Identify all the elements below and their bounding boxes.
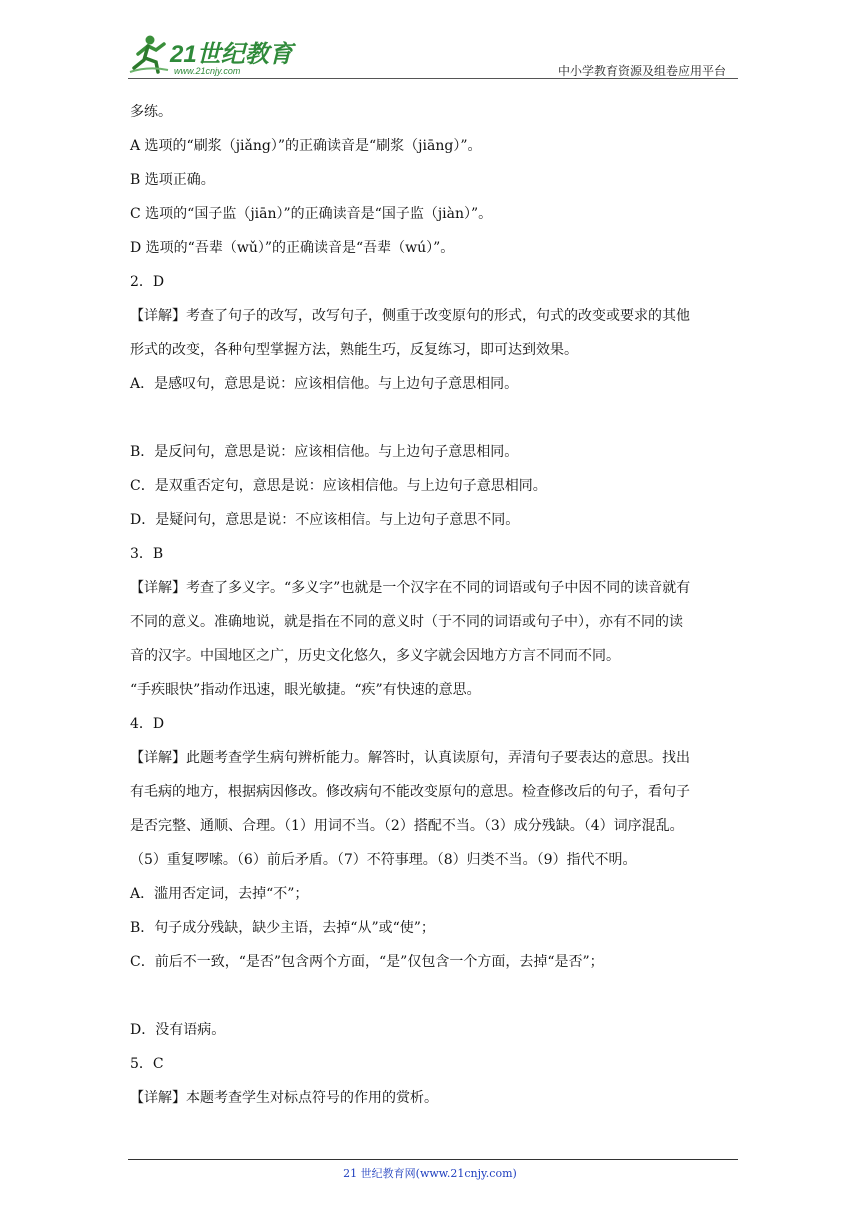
platform-title: 中小学教育资源及组卷应用平台 xyxy=(557,64,726,78)
text-line: 4．D xyxy=(130,716,165,732)
text-line: 5．C xyxy=(130,1056,164,1072)
footer-source: 21 世纪教育网(www.21cnjy.com) xyxy=(343,1167,517,1180)
text-line: 【详解】此题考查学生病句辨析能力。解答时，认真读原句，弄清句子要表达的意思。找出 xyxy=(130,750,690,766)
text-line: 是否完整、通顺、合理。（1）用词不当。（2）搭配不当。（3）成分残缺。（4）词序混乱。 xyxy=(130,818,684,834)
text-line: B．句子成分残缺，缺少主语，去掉“从”或“使”； xyxy=(130,920,435,936)
text-line: A 选项的“刷浆（jiǎng）”的正确读音是“刷浆（jiāng）”。 xyxy=(130,138,482,154)
text-line: D．没有语病。 xyxy=(130,1022,226,1038)
text-line: A．是感叹句，意思是说：应该相信他。与上边句子意思相同。 xyxy=(130,376,519,392)
text-line: C．前后不一致，“是否”包含两个方面，“是”仅包含一个方面，去掉“是否”； xyxy=(130,954,604,970)
text-line: 【详解】本题考查学生对标点符号的作用的赏析。 xyxy=(130,1090,438,1106)
text-line: 形式的改变，各种句型掌握方法，熟能生巧，反复练习，即可达到效果。 xyxy=(130,342,578,358)
svg-text:21世纪教育: 21世纪教育 xyxy=(170,41,293,68)
svg-text:www.21cnjy.com: www.21cnjy.com xyxy=(174,66,241,76)
text-line: 2．D xyxy=(130,274,165,290)
text-line: 有毛病的地方，根据病因修改。修改病句不能改变原句的意思。检查修改后的句子，看句子 xyxy=(130,784,690,800)
text-line: D．是疑问句，意思是说：不应该相信。与上边句子意思不同。 xyxy=(130,512,520,528)
text-line: 多练。 xyxy=(130,104,172,120)
text-line: 音的汉字。中国地区之广，历史文化悠久，多义字就会因地方方言不同而不同。 xyxy=(130,648,620,664)
text-line: A．滥用否定词，去掉“不”； xyxy=(130,886,309,902)
text-line: 【详解】考查了句子的改写，改写句子，侧重于改变原句的形式，句式的改变或要求的其他 xyxy=(130,308,690,324)
text-line: 3．B xyxy=(130,546,164,562)
page-header xyxy=(128,30,738,78)
text-line: B 选项正确。 xyxy=(130,172,215,188)
text-line: “手疾眼快”指动作迅速，眼光敏捷。“疾”有快速的意思。 xyxy=(130,682,481,698)
text-line: B．是反问句，意思是说：应该相信他。与上边句子意思相同。 xyxy=(130,444,519,460)
logo-21cnjy-icon xyxy=(128,32,298,76)
text-line: （5）重复啰嗦。（6）前后矛盾。（7）不符事理。（8）归类不当。（9）指代不明。 xyxy=(130,852,637,868)
text-line: 【详解】考查了多义字。“多义字”也就是一个汉字在不同的词语或句子中因不同的读音就有 xyxy=(130,580,691,596)
footer-divider xyxy=(128,1159,738,1160)
text-line: C 选项的“国子监（jiān）”的正确读音是“国子监（jiàn）”。 xyxy=(130,206,493,222)
text-line: C．是双重否定句，意思是说：应该相信他。与上边句子意思相同。 xyxy=(130,478,547,494)
header-divider xyxy=(128,78,738,79)
text-line: D 选项的“吾辈（wǔ）”的正确读音是“吾辈（wú）”。 xyxy=(130,240,455,256)
text-line: 不同的意义。准确地说，就是指在不同的意义时（于不同的词语或句子中），亦有不同的读 xyxy=(130,614,683,630)
